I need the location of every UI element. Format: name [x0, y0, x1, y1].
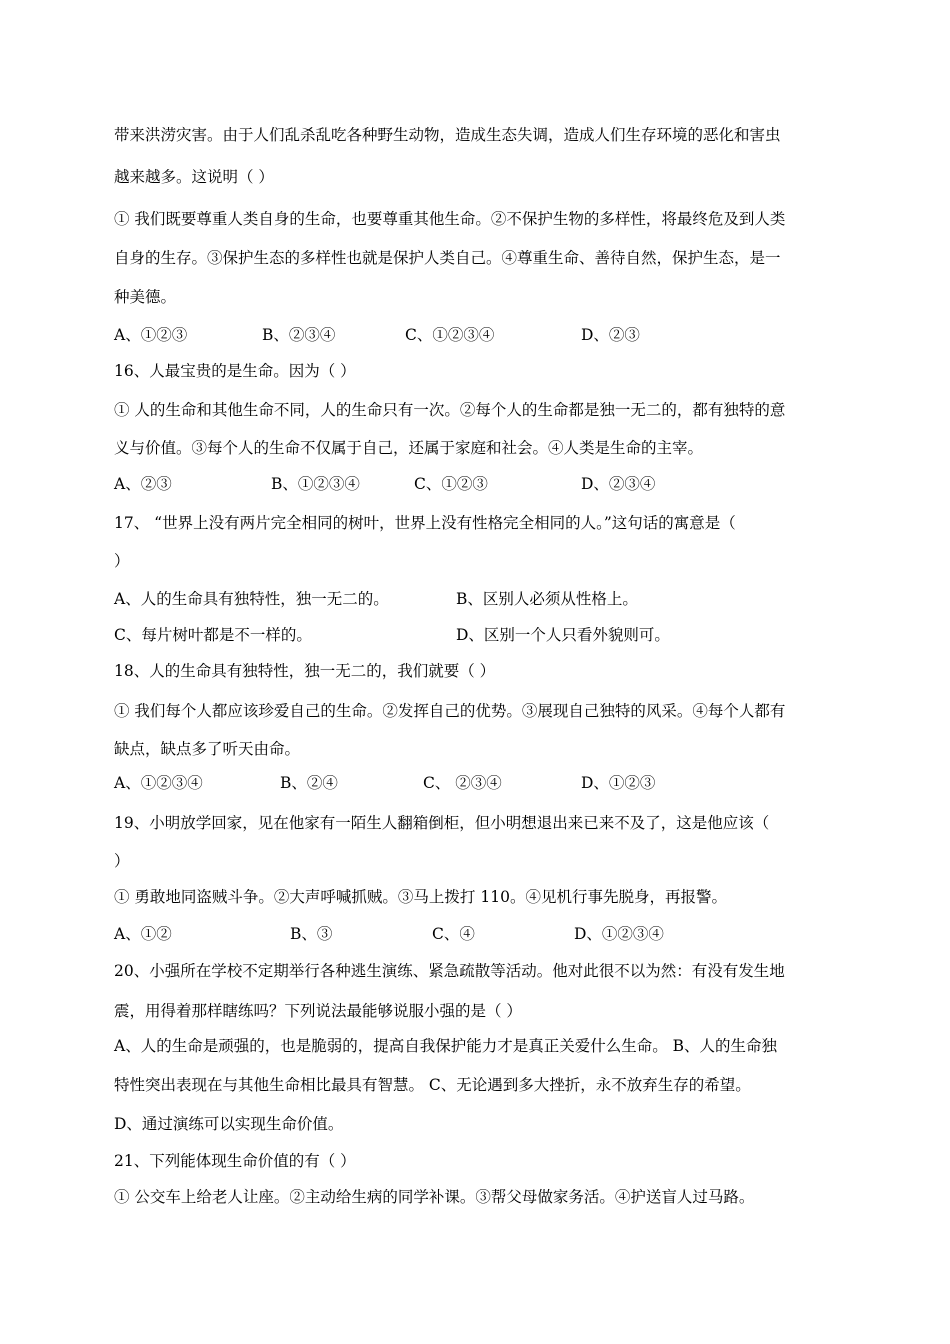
q17-option-b: B、区别人必须从性格上。 — [456, 590, 638, 608]
q18-option-a: A、①②③④ — [114, 774, 203, 792]
q16-option-c: C、①②③ — [414, 475, 488, 493]
q19-option-a: A、①② — [114, 925, 172, 943]
q16-stem: 16、人最宝贵的是生命。因为（ ） — [114, 362, 356, 380]
q16-option-a: A、②③ — [114, 475, 172, 493]
q19-option-d: D、①②③④ — [574, 925, 664, 943]
q15-statement-line-3: 种美德。 — [114, 288, 177, 306]
q21-stem: 21、下列能体现生命价值的有（ ） — [114, 1152, 356, 1170]
q15-statement-line-2: 自身的生存。③保护生态的多样性也就是保护人类自己。④尊重生命、善待自然，保护生态，是一 — [114, 249, 781, 267]
q15-option-b: B、②③④ — [262, 326, 336, 344]
q15-statement-line-1: ① 我们既要尊重人类自身的生命，也要尊重其他生命。②不保护生物的多样性，将最终危及到人类 — [114, 210, 786, 228]
q19-statement: ① 勇敢地同盗贼斗争。②大声呼喊抓贼。③马上拨打 110。④见机行事先脱身，再报警。 — [114, 888, 727, 906]
q16-statement-line-2: 义与价值。③每个人的生命不仅属于自己，还属于家庭和社会。④人类是生命的主宰。 — [114, 439, 704, 457]
q18-option-b: B、②④ — [280, 774, 338, 792]
q19-stem-line-2: ） — [114, 852, 130, 870]
q15-option-c: C、①②③④ — [405, 326, 495, 344]
q19-stem-line-1: 19、小明放学回家，见在他家有一陌生人翻箱倒柜，但小明想退出来已来不及了，这是他应该（ — [114, 814, 770, 832]
q15-stem-line-2: 越来越多。这说明（ ） — [114, 168, 274, 186]
q20-stem-line-2: 震，用得着那样瞎练吗？下列说法最能够说服小强的是（ ） — [114, 1002, 522, 1020]
q20-options-line-3: D、通过演练可以实现生命价值。 — [114, 1115, 344, 1133]
q15-option-d: D、②③ — [581, 326, 640, 344]
q15-stem-line-1: 带来洪涝灾害。由于人们乱杀乱吃各种野生动物，造成生态失调，造成人们生存环境的恶化和害虫 — [114, 126, 781, 144]
q16-statement-line-1: ① 人的生命和其他生命不同，人的生命只有一次。②每个人的生命都是独一无二的，都有独特的意 — [114, 401, 786, 419]
q21-statement: ① 公交车上给老人让座。②主动给生病的同学补课。③帮父母做家务活。④护送盲人过马路。 — [114, 1188, 755, 1206]
q20-options-line-2: 特性突出表现在与其他生命相比最具有智慧。 C、无论遇到多大挫折，永不放弃生存的希望。 — [114, 1076, 751, 1094]
q18-option-d: D、①②③ — [581, 774, 656, 792]
q19-option-b: B、③ — [290, 925, 333, 943]
q20-stem-line-1: 20、小强所在学校不定期举行各种逃生演练、紧急疏散等活动。他对此很不以为然：有没有发生地 — [114, 962, 785, 980]
q17-option-d: D、区别一个人只看外貌则可。 — [456, 626, 670, 644]
q19-option-c: C、④ — [432, 925, 475, 943]
q15-option-a: A、①②③ — [114, 326, 188, 344]
q16-option-b: B、①②③④ — [271, 475, 360, 493]
q17-option-a: A、人的生命具有独特性，独一无二的。 — [114, 590, 389, 608]
q18-statement-line-2: 缺点，缺点多了听天由命。 — [114, 740, 301, 758]
q17-option-c: C、每片树叶都是不一样的。 — [114, 626, 312, 644]
q16-option-d: D、②③④ — [581, 475, 656, 493]
q18-stem: 18、人的生命具有独特性，独一无二的，我们就要（ ） — [114, 662, 496, 680]
q20-options-line-1: A、人的生命是顽强的，也是脆弱的，提高自我保护能力才是真正关爱什么生命。 B、人的生命独 — [114, 1037, 778, 1055]
q18-option-c: C、 ②③④ — [423, 774, 502, 792]
q18-statement-line-1: ① 我们每个人都应该珍爱自己的生命。②发挥自己的优势。③展现自己独特的风采。④每个人都有 — [114, 702, 786, 720]
q17-stem-line-2: ） — [114, 552, 130, 570]
q17-stem-line-1: 17、 “世界上没有两片完全相同的树叶，世界上没有性格完全相同的人。”这句话的寓意是（ — [114, 514, 736, 532]
